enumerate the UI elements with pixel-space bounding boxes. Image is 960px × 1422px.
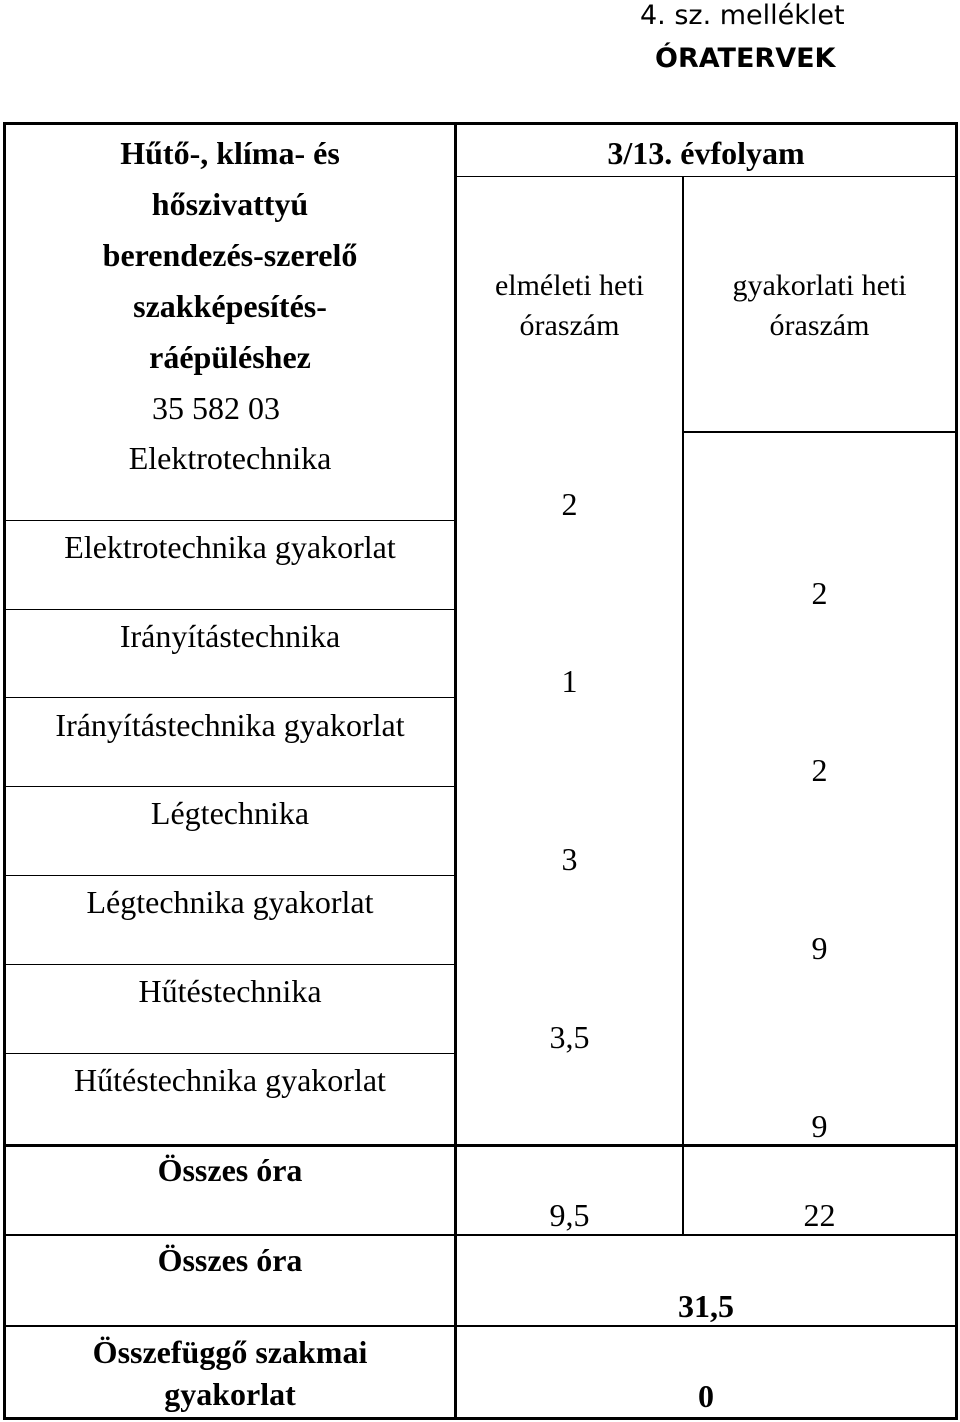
theory-hours-value: 3 [561, 841, 578, 877]
row-separator [6, 1053, 454, 1054]
row-separator [6, 786, 454, 787]
document-title: ÓRATERVEK [655, 43, 836, 74]
theory-hours-header: óraszám [519, 309, 620, 342]
table-border-right [955, 122, 958, 1420]
theory-hours-value: 3,5 [549, 1019, 590, 1055]
practice-hours-value: 9 [811, 1108, 828, 1144]
subject-name: Irányítástechnika gyakorlat [55, 707, 405, 743]
subject-name: Irányítástechnika [119, 618, 341, 654]
row-separator [6, 875, 454, 876]
practice-hours-header: gyakorlati heti [732, 269, 907, 302]
total-theory-hours: 9,5 [549, 1197, 590, 1233]
total-split-bottom-divider [3, 1234, 958, 1236]
qualification-title-line: ráépüléshez [149, 339, 311, 375]
subject-name: Légtechnika [150, 795, 310, 831]
subject-name: Légtechnika gyakorlat [86, 884, 374, 920]
qualification-code: 35 582 03 [152, 390, 280, 426]
total-practice-hours: 22 [803, 1197, 836, 1233]
table-border-bottom [3, 1417, 958, 1420]
qualification-title-line: berendezés-szerelő [102, 237, 358, 273]
row-separator [6, 609, 454, 610]
grade-header: 3/13. évfolyam [607, 135, 805, 171]
subject-name: Elektrotechnika [128, 440, 332, 476]
total-hours-label: Összes óra [157, 1152, 303, 1188]
row-separator [6, 520, 454, 521]
practice-hours-value: 2 [811, 752, 828, 788]
coherent-practice-label: gyakorlat [164, 1376, 296, 1412]
total-hours-combined-label: Összes óra [157, 1242, 303, 1278]
header-bottom-divider [682, 431, 958, 433]
coherent-practice-label: Összefüggő szakmai [92, 1334, 368, 1370]
qualification-title-line: szakképesítés- [133, 288, 327, 324]
subject-name: Hűtéstechnika gyakorlat [74, 1062, 386, 1098]
theory-hours-value: 1 [561, 663, 578, 699]
subject-name: Elektrotechnika gyakorlat [64, 529, 396, 565]
total-hours-combined-value: 31,5 [678, 1288, 734, 1324]
subject-name: Hűtéstechnika [138, 973, 322, 1009]
grade-header-divider [454, 176, 958, 177]
theory-hours-header: elméleti heti [494, 269, 645, 302]
qualification-title-line: hőszivattyú [151, 186, 309, 222]
annex-label: 4. sz. melléklet [640, 0, 845, 31]
subjects-bottom-divider [3, 1144, 958, 1147]
practice-hours-value: 2 [811, 575, 828, 611]
qualification-title-line: Hűtő-, klíma- és [120, 135, 340, 171]
row-separator [6, 964, 454, 965]
row-separator [6, 697, 454, 698]
table-border-top [3, 122, 958, 125]
theory-hours-value: 2 [561, 486, 578, 522]
total-combined-bottom-divider [3, 1325, 958, 1327]
practice-hours-value: 9 [811, 930, 828, 966]
practice-hours-header: óraszám [769, 309, 870, 342]
coherent-practice-value: 0 [698, 1378, 714, 1414]
